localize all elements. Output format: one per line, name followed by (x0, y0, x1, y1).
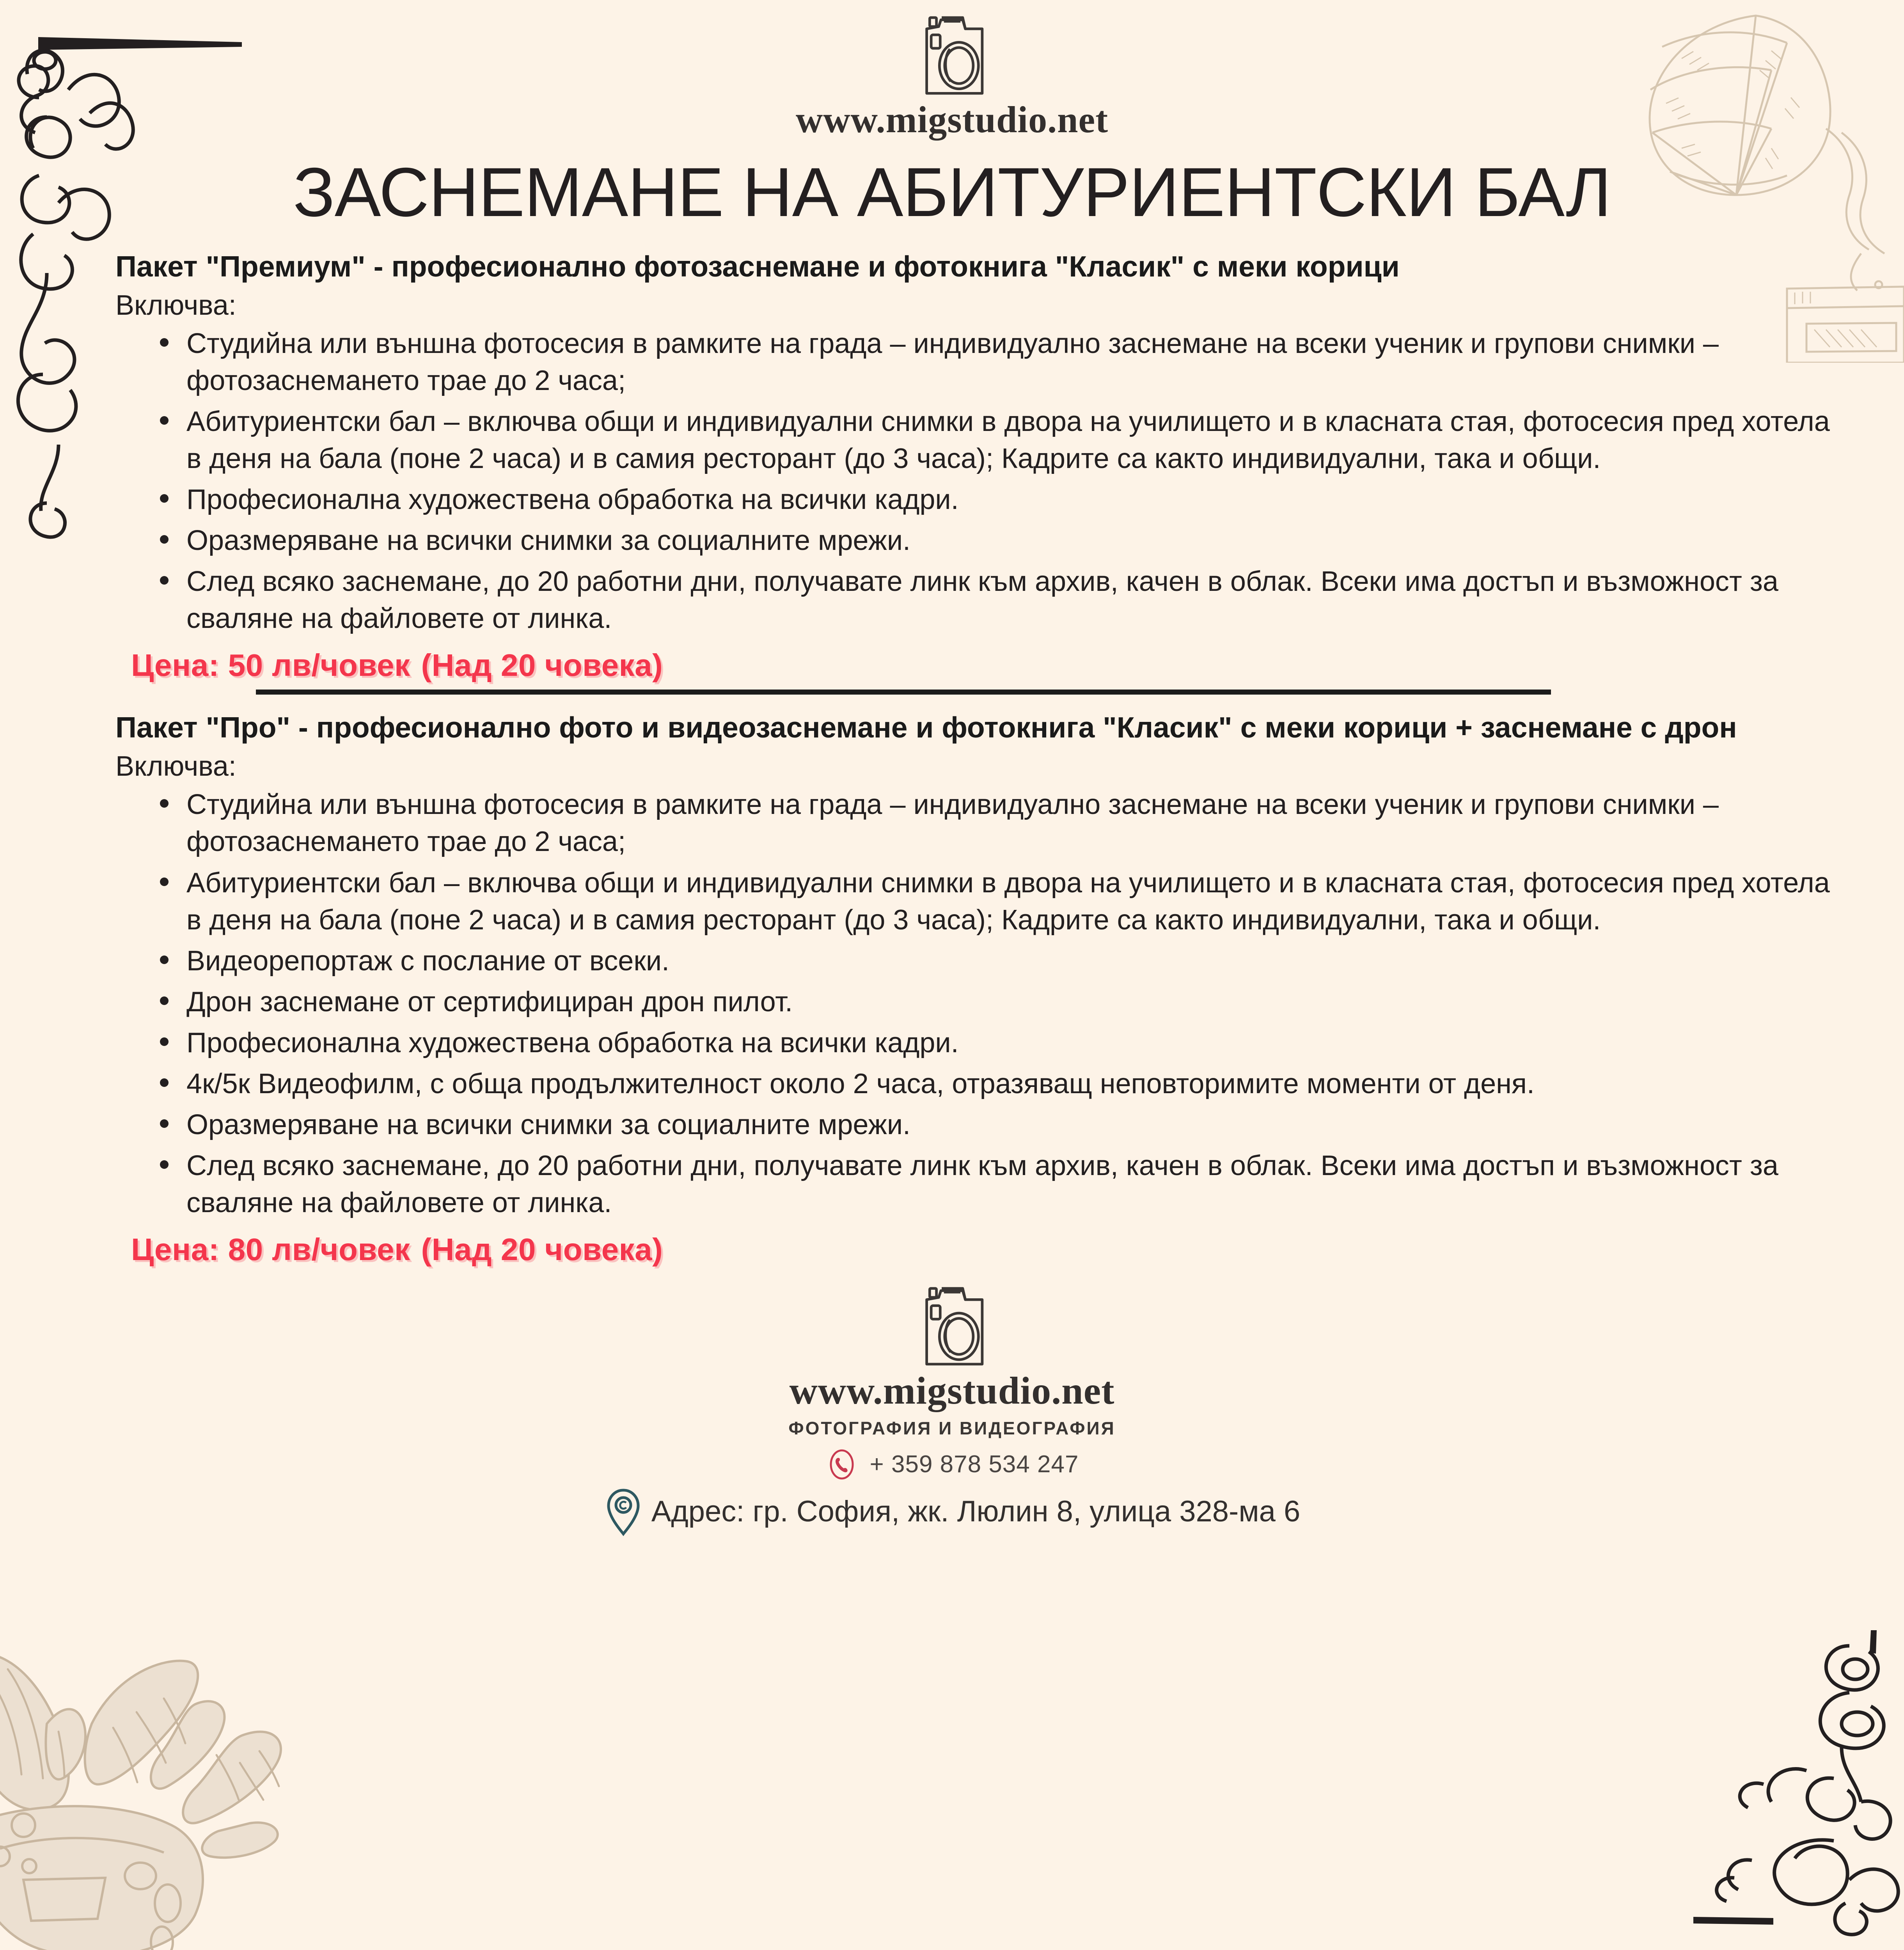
section-divider (256, 690, 1551, 695)
includes-label: Включва: (115, 750, 236, 782)
list-item: След всяко заснемане, до 20 работни дни, получавате линк към архив, качен в облак. Всеки има достъп и възможност за сваляне на файловете от линка. (156, 1147, 1849, 1221)
address-row (0, 1487, 1904, 1536)
price-amount: Цена: 50 лв/човек (131, 648, 410, 683)
list-item: Професионална художествена обработка на всички кадри. (156, 1025, 1849, 1062)
address-text: Адрес: гр. София, жк. Люлин 8, улица 328-ма 6 (651, 1495, 1301, 1528)
phone-icon (825, 1448, 858, 1481)
list-item: След всяко заснемане, до 20 работни дни, получавате линк към архив, качен в облак. Всеки има достъп и възможност за сваляне на файловете от линка. (156, 563, 1849, 637)
price-note: (Над 20 човека) (421, 1232, 663, 1267)
packages-section (0, 248, 1904, 1268)
package-price (131, 647, 1849, 683)
package-premium (115, 248, 1849, 683)
carnival-mask-illustration (0, 1607, 335, 1950)
package-title: Пакет "Премиум" - професионално фотозаснемане и фотокнига "Класик" с меки корици (115, 250, 1400, 283)
list-item: Оразмеряване на всички снимки за социалните мрежи. (156, 522, 1849, 559)
page-header (0, 0, 1904, 232)
list-item: Абитуриентски бал – включва общи и индивидуални снимки в двора на училището и в класната стая, фотосесия пред хотела в деня на бала (поне 2 часа) и в самия ресторант (до 3 часа); Кадрите са както индивидуални, така и общи. (156, 403, 1849, 477)
list-item: Студийна или външна фотосесия в рамките на града – индивидуално заснемане на всеки ученик и групови снимки – фотозаснемането трае до 2 часа; (156, 786, 1849, 860)
list-item: Професионална художествена обработка на всички кадри. (156, 481, 1849, 518)
list-item: Дрон заснемане от сертифициран дрон пилот. (156, 984, 1849, 1021)
package-feature-list (156, 325, 1849, 637)
package-title: Пакет "Про" - професионално фото и видеозаснемане и фотокнига "Класик" с меки корици + заснемане с дрон (115, 711, 1737, 744)
price-note: (Над 20 човека) (421, 648, 663, 683)
phone-number[interactable]: + 359 878 534 247 (869, 1451, 1079, 1478)
package-pro (115, 709, 1849, 1267)
list-item: Студийна или външна фотосесия в рамките на града – индивидуално заснемане на всеки ученик и групови снимки – фотозаснемането трае до 2 часа; (156, 325, 1849, 399)
site-url-top: www.migstudio.net (795, 99, 1109, 140)
page-title: ЗАСНЕМАНЕ НА АБИТУРИЕНТСКИ БАЛ (293, 153, 1611, 231)
page-footer (0, 1279, 1904, 1536)
list-item: Абитуриентски бал – включва общи и индивидуални снимки в двора на училището и в класната стая, фотосесия пред хотела в деня на бала (поне 2 часа) и в самия ресторант (до 3 часа); Кадрите са както индивидуални, така и общи. (156, 865, 1849, 939)
camera-icon (903, 9, 1001, 96)
list-item: Видеорепортаж с послание от всеки. (156, 943, 1849, 980)
package-feature-list (156, 786, 1849, 1221)
list-item: Оразмеряване на всички снимки за социалните мрежи. (156, 1106, 1849, 1143)
phone-row (0, 1448, 1904, 1481)
includes-label: Включва: (115, 289, 236, 321)
list-item: 4к/5к Видеофилм, с обща продължителност около 2 часа, отразяващ неповторимите моменти от деня. (156, 1065, 1849, 1103)
camera-icon (903, 1279, 1001, 1367)
location-pin-icon (604, 1487, 643, 1536)
flourish-ornament-bottom-right (1693, 1630, 1904, 1950)
package-price (131, 1232, 1849, 1268)
footer-tagline: ФОТОГРАФИЯ И ВИДЕОГРАФИЯ (788, 1418, 1116, 1438)
site-url-bottom: www.migstudio.net (789, 1369, 1115, 1412)
price-amount: Цена: 80 лв/човек (131, 1232, 410, 1267)
